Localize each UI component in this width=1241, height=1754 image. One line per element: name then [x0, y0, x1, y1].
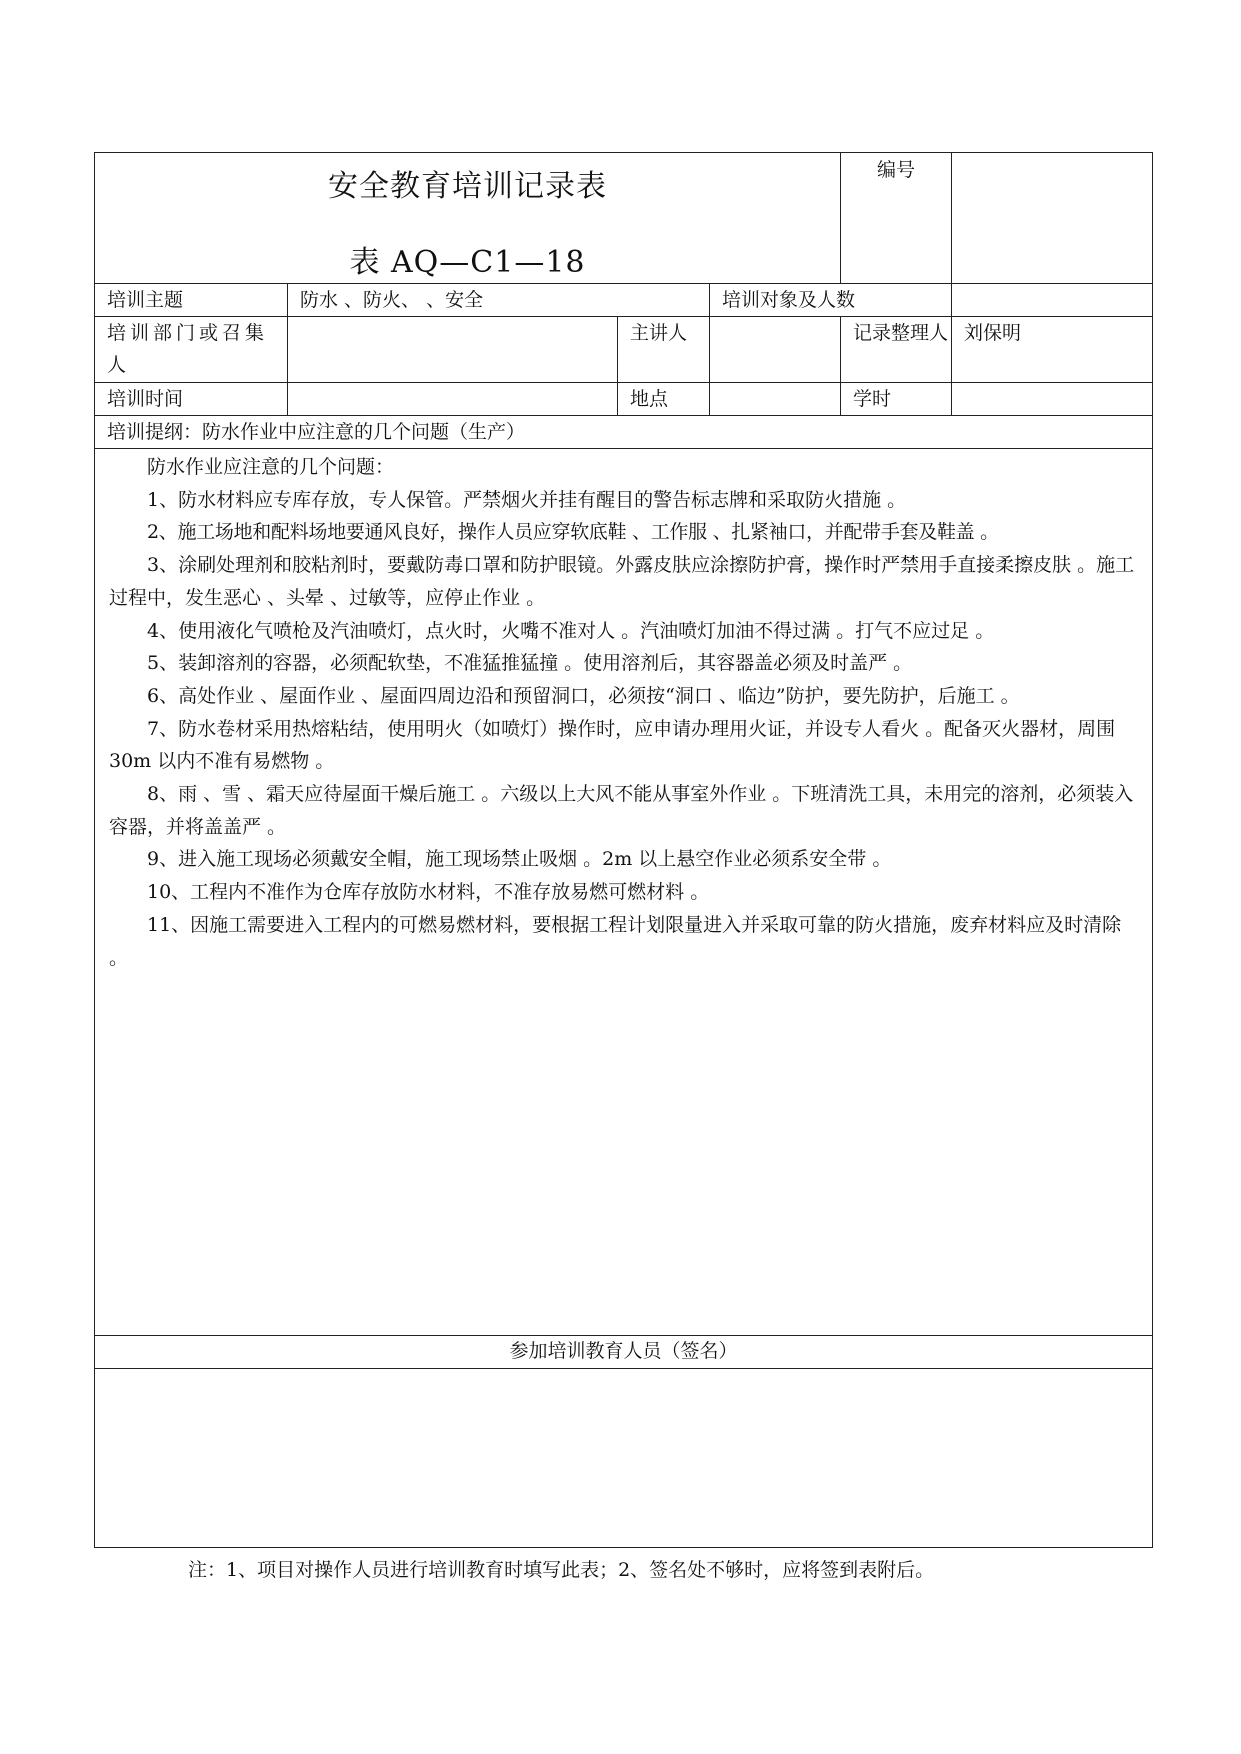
- title-text: 安全教育培训记录表: [328, 169, 607, 204]
- footnote: 注：1、项目对操作人员进行培训教育时填写此表；2、签名处不够时，应将签到表附后。: [188, 1559, 935, 1581]
- content-line: 1、防水材料应专库存放，专人保管。严禁烟火并挂有醒目的警告标志牌和采取防火措施 。: [147, 488, 907, 511]
- dept-label: 培训部门或召集人: [95, 317, 288, 383]
- hours-value[interactable]: [952, 383, 1153, 416]
- content-line: 4、使用液化气喷枪及汽油喷灯，点火时，火嘴不准对人 。汽油喷灯加油不得过满 。打气不应过足 。: [147, 619, 995, 642]
- content-line: 7、防水卷材采用热熔粘结，使用明火（如喷灯）操作时，应申请办理用火证，并设专人看火 。配备灭火器材，周围 30m 以内不准有易燃物 。: [109, 717, 1116, 773]
- grid-overlay: [94, 152, 1152, 1548]
- time-value[interactable]: [288, 383, 618, 416]
- main-grid: [94, 152, 1153, 1548]
- content-line: 10、工程内不准作为仓库存放防水材料，不准存放易燃可燃材料 。: [147, 881, 710, 904]
- content-cell: [95, 449, 1153, 1336]
- number-label-cell: [841, 153, 952, 284]
- content-line: 2、施工场地和配料场地要通风良好，操作人员应穿软底鞋 、工作服 、扎紧袖口，并配带手套及鞋盖 。: [147, 521, 999, 544]
- title-block: [95, 153, 841, 284]
- signature-area[interactable]: [95, 1369, 1153, 1548]
- recorder-value[interactable]: 刘保明: [952, 317, 1153, 383]
- target-value[interactable]: [952, 284, 1153, 317]
- outline-row: 培训提纲：防水作业中应注意的几个问题（生产）: [95, 416, 1153, 449]
- time-label: 培训时间: [95, 383, 288, 416]
- dept-value[interactable]: [288, 317, 618, 383]
- number-label-text: 编号: [876, 159, 915, 181]
- content-line: 3、涂刷处理剂和胶粘剂时，要戴防毒口罩和防护眼镜。外露皮肤应涂擦防护膏，操作时严禁用手直接柔擦皮肤 。施工过程中，发生恶心 、头晕 、过敏等，应停止作业 。: [109, 554, 1135, 609]
- hours-label: 学时: [841, 383, 952, 416]
- content-line: 9、进入施工现场必须戴安全帽，施工现场禁止吸烟 。2m 以上悬空作业必须系安全带 。: [147, 848, 892, 871]
- content-line: 6、高处作业 、屋面作业 、屋面四周边沿和预留洞口，必须按“洞口 、临边”防护，要先防护，后施工 。: [147, 684, 1020, 707]
- content-line: 8、雨 、雪 、霜天应待屋面干燥后施工 。六级以上大风不能从事室外作业 。下班清洗工具，未用完的溶剂，必须装入容器，并将盖盖严 。: [109, 783, 1134, 838]
- speaker-label: 主讲人: [618, 317, 710, 383]
- number-value-field[interactable]: [952, 153, 1153, 284]
- content-line: 防水作业应注意的几个问题：: [147, 456, 395, 478]
- code-text: 表 AQ—C1—18: [349, 245, 586, 280]
- content-line: 11、因施工需要进入工程内的可燃易燃材料，要根据工程计划限量进入并采取可靠的防火措施，废弃材料应及时清除 。: [109, 913, 1122, 969]
- place-value[interactable]: [710, 383, 841, 416]
- topic-value[interactable]: 防水 、防火、 、安全: [288, 284, 710, 317]
- content-line: 5、装卸溶剂的容器，必须配软垫，不准猛推猛撞 。使用溶剂后，其容器盖必须及时盖严 。: [147, 652, 913, 675]
- speaker-value[interactable]: [710, 317, 841, 383]
- sign-title: 参加培训教育人员（签名）: [95, 1336, 1153, 1369]
- topic-label: 培训主题: [95, 284, 288, 317]
- place-label: 地点: [618, 383, 710, 416]
- recorder-label: 记录整理人: [841, 317, 952, 383]
- target-label: 培训对象及人数: [710, 284, 952, 317]
